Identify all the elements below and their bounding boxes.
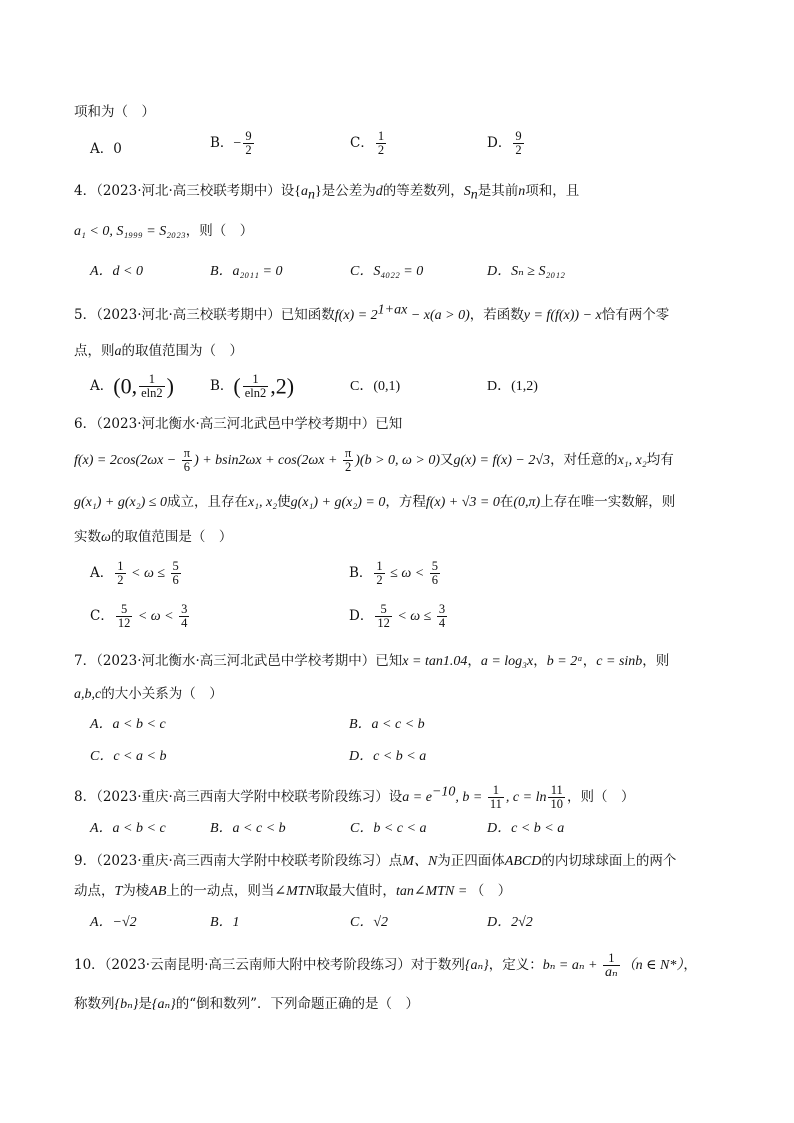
math-expr: x = tan1.04: [402, 654, 468, 669]
stem-text: 均有: [646, 452, 674, 468]
stem-text: 设: [388, 789, 403, 805]
fraction: $\frac{1}{11}$: [489, 783, 502, 811]
stem-text: 的“倒和数列”．下列命题正确的是（ ）: [175, 996, 420, 1012]
q10-stem-line2: [74, 994, 419, 1015]
math-expr: a = log₃x: [480, 654, 534, 669]
q6-stem-line4: [74, 527, 232, 548]
question-source: 7．（2023·河北衡水·高三河北武邑中学校考期中）: [74, 653, 376, 669]
q5-option-c[interactable]: C．(0,1): [350, 379, 401, 394]
math-expr: g(x₁) + g(x₂) ≤ 0: [74, 495, 167, 510]
q7-stem-line1: [74, 651, 669, 672]
math-expr: M、N: [402, 854, 438, 869]
math-expr: f(x) = 2cos(2ωx −: [74, 453, 180, 468]
question-source: 9．（2023·重庆·高三西南大学附中校联考阶段练习）: [74, 853, 389, 869]
stem-text: 是其前: [477, 183, 519, 199]
option-label: B．: [210, 135, 234, 151]
q6-option-b[interactable]: [349, 560, 442, 587]
math-paren: (: [233, 373, 241, 399]
math-expr: , c = ln: [505, 790, 547, 805]
q6-option-d[interactable]: [349, 603, 449, 630]
stem-text: 上的一动点，则当: [166, 883, 275, 899]
stem-text: ，方程: [385, 494, 426, 510]
math-ineq: < ω ≤: [127, 566, 169, 581]
math-exp: −10: [431, 784, 456, 800]
math-func: y = f(f(x)) − x: [523, 308, 602, 323]
stem-text: 项和，且: [525, 183, 580, 199]
math-condition: a₁ < 0, S₁₉₉₉ = S₂₀₂₃: [74, 224, 186, 239]
q8-option-a[interactable]: A．a < b < c: [90, 821, 166, 836]
fraction: $\frac{1}{2}$: [376, 559, 383, 587]
stem-text: 成立，且存在: [166, 494, 248, 510]
math-expr: tan∠MTN =: [395, 884, 471, 899]
fraction: $\frac{\pi}{2}$: [344, 446, 352, 474]
stem-text: 又: [440, 452, 454, 468]
fraction: $\frac{3}{4}$: [181, 602, 188, 630]
fraction: $\frac{11}{10}$: [550, 783, 563, 811]
stem-text: 称数列: [74, 996, 115, 1012]
option-label: A．: [90, 378, 114, 394]
math-expr: bₙ = aₙ +: [542, 958, 601, 973]
math-expr: b = 2ᵃ: [546, 654, 583, 669]
fraction: $\frac{5}{12}$: [117, 602, 131, 630]
math-expr: （n ∈ N*）: [621, 958, 684, 973]
stem-text: ，定义：: [488, 957, 543, 973]
stem-text: 使: [277, 494, 291, 510]
question-source: 5．（2023·河北·高三校联考期中）: [74, 307, 281, 323]
q4-option-b[interactable]: B．a₂₀₁₁ = 0: [210, 264, 283, 279]
stem-text: 点: [388, 853, 403, 869]
fraction: $\frac{1}{2}$: [377, 129, 385, 157]
math-var: n: [518, 184, 526, 199]
math-expr: {aₙ}: [464, 958, 489, 973]
stem-text: 为正四面体: [437, 853, 505, 869]
fraction: $\frac{3}{4}$: [438, 602, 446, 630]
math-expr: ∠MTN: [274, 884, 315, 899]
math-expr: )(b > 0, ω > 0): [355, 453, 441, 468]
q6-stem-line3: [74, 492, 675, 513]
math-var: a: [114, 344, 122, 359]
math-expr: ABCD: [504, 854, 542, 869]
q4-option-a[interactable]: A．d < 0: [90, 264, 143, 279]
q6-option-a[interactable]: [90, 560, 183, 587]
math-ineq: ≤ ω <: [386, 566, 428, 581]
q4-stem-line1: 4．（2023·河北·高三校联考期中）设$\{a_n\}$是公差为d的等差数列，$S_n$是其前n项和，且: [74, 183, 580, 203]
q7-option-c[interactable]: C．c < a < b: [90, 749, 167, 764]
q4-option-c[interactable]: C．S₄₀₂₂ = 0: [350, 264, 424, 279]
stem-text: 的取值范围为（ ）: [121, 343, 243, 359]
q5-option-d[interactable]: D．(1,2): [487, 379, 538, 394]
q10-stem-line1: [74, 952, 697, 979]
stem-text: ，则: [642, 653, 670, 669]
stem-text: ，则（ ）: [185, 223, 254, 239]
math-expr: AB: [149, 884, 167, 899]
stem-text: 取最大值时，: [314, 883, 396, 899]
option-label: C．: [90, 608, 114, 624]
math-var: d: [375, 184, 383, 199]
stem-text: 的取值范围是（ ）: [110, 529, 233, 545]
fraction: $\frac{1}{2}$: [117, 559, 124, 587]
math-exp: 1+ax: [377, 302, 408, 318]
stem-text: 是: [138, 996, 152, 1012]
fraction: $\frac{\pi}{6}$: [183, 446, 191, 474]
math-expr: (0,π): [513, 495, 541, 510]
q3-option-b[interactable]: [210, 130, 256, 157]
fraction: $\frac{5}{6}$: [431, 559, 438, 587]
stem-text: 已知: [375, 653, 403, 669]
q7-stem-line2: [74, 684, 223, 705]
option-label: D．: [487, 135, 512, 151]
math-expr: , b =: [455, 790, 486, 805]
q8-option-d[interactable]: D．c < b < a: [487, 821, 565, 836]
math-var: a: [301, 184, 309, 199]
option-label: D．: [349, 608, 374, 624]
math-ineq: < ω <: [134, 609, 178, 624]
fraction: $\frac{9}{2}$: [515, 129, 522, 157]
math-expr: x₁, x₂: [617, 453, 647, 468]
math-var: S: [463, 184, 471, 199]
q9-option-b[interactable]: B．1: [210, 915, 240, 930]
q3-option-d[interactable]: [487, 130, 526, 157]
q5-option-b[interactable]: [210, 373, 294, 400]
stem-text: ，若函数: [469, 307, 524, 323]
q9-option-d[interactable]: D．2√2: [487, 915, 533, 930]
question-source: 10．（2023·云南昆明·高三云南师大附中校考阶段练习）: [74, 957, 411, 973]
math-paren: ,2): [270, 373, 295, 399]
math-expr: {aₙ}: [151, 997, 176, 1012]
math-expr: a,b,c: [74, 687, 102, 702]
stem-text: 在: [499, 494, 514, 510]
question-source: 8．（2023·重庆·高三西南大学附中校联考阶段练习）: [74, 789, 389, 805]
fraction: $\frac{5}{12}$: [377, 602, 390, 630]
stem-text: 为棱: [122, 883, 150, 899]
option-label: C．: [350, 135, 374, 151]
q6-stem-line2: [74, 447, 674, 474]
option-label: A．: [90, 565, 114, 581]
fraction: $\frac{5}{6}$: [172, 559, 179, 587]
stem-text: 是公差为: [321, 183, 376, 199]
math-var: ω: [101, 530, 111, 545]
stem-text: 的等差数列，: [382, 183, 464, 199]
stem-text: 动点，: [74, 883, 115, 899]
minus-sign: −: [233, 136, 242, 151]
option-label: B．: [210, 378, 234, 394]
q9-option-a[interactable]: A．−√2: [90, 915, 137, 930]
q3-stem-tail: 项和为（ ）: [74, 104, 155, 120]
fraction: $\frac{1}{eln2}$: [141, 372, 163, 400]
fraction: $\frac{1}{\text{aₙ}}$: [605, 951, 618, 980]
stem-text: ，: [582, 653, 597, 669]
q7-option-b[interactable]: B．a < c < b: [349, 717, 425, 732]
stem-text: 点，则: [74, 343, 115, 359]
q5-stem-line1: [74, 302, 670, 326]
q8-stem: [74, 784, 634, 811]
stem-text: 恰有两个零: [601, 307, 670, 323]
q6-option-c[interactable]: [90, 603, 191, 630]
q3-option-a[interactable]: A．0: [90, 141, 122, 157]
math-sub: n: [308, 187, 316, 203]
stem-text: 已知函数: [280, 307, 335, 323]
stem-text: 实数: [74, 529, 101, 545]
stem-text: ，: [533, 653, 547, 669]
math-var: T: [114, 884, 123, 899]
math-expr: x₁, x₂: [247, 495, 278, 510]
stem-text: ，对任意的: [550, 452, 618, 468]
q9-stem-line1: [74, 851, 676, 872]
stem-text: （ ）: [470, 883, 512, 899]
math-expr: g(x₁) + g(x₂) = 0: [290, 495, 386, 510]
q5-stem-line2: [74, 341, 243, 362]
q4-option-d[interactable]: D．Sₙ ≥ S₂₀₁₂: [487, 264, 565, 279]
stem-text: ，: [467, 653, 481, 669]
stem-text: ，则（ ）: [566, 789, 635, 805]
math-expr: {bₙ}: [114, 997, 139, 1012]
q5-option-a[interactable]: [90, 373, 174, 400]
math-paren: (0,: [113, 373, 138, 399]
option-label: B．: [349, 565, 373, 581]
stem-text: 对于数列: [410, 957, 465, 973]
q8-option-c[interactable]: C．b < c < a: [350, 821, 427, 836]
q8-option-b[interactable]: B．a < c < b: [210, 821, 286, 836]
stem-text: 的内切球球面上的两个: [541, 853, 677, 869]
q7-option-d[interactable]: D．c < b < a: [349, 749, 427, 764]
q6-stem-line1: 6．（2023·河北衡水·高三河北武邑中学校考期中）已知: [74, 416, 403, 432]
stem-text: 的大小关系为（ ）: [101, 686, 223, 702]
q7-option-a[interactable]: A．a < b < c: [90, 717, 166, 732]
fraction: $\frac{1}{eln2}$: [244, 372, 267, 400]
math-expr: a = e: [402, 790, 432, 805]
stem-text: ，: [683, 957, 697, 973]
fraction: $\frac{9}{2}$: [245, 129, 252, 157]
q9-stem-line2: [74, 881, 511, 902]
stem-text: 设: [280, 183, 295, 199]
math-expr: ) + bsin2ωx + cos(2ωx +: [194, 453, 341, 468]
stem-text: 上存在唯一实数解，则: [540, 494, 676, 510]
math-expr: g(x) = f(x) − 2√3: [453, 453, 551, 468]
q3-option-c[interactable]: [350, 130, 388, 157]
math-expr: f(x) + √3 = 0: [425, 495, 500, 510]
question-source: 4．（2023·河北·高三校联考期中）: [74, 183, 281, 199]
math-expr: c = sinb: [596, 654, 643, 669]
q4-stem-line2: [74, 221, 253, 242]
q9-option-c[interactable]: C．√2: [350, 915, 389, 930]
math-paren: ): [166, 373, 174, 399]
math-func: − x(a > 0): [407, 308, 470, 323]
math-func: f(x) = 2: [334, 308, 378, 323]
math-ineq: < ω ≤: [393, 609, 435, 624]
